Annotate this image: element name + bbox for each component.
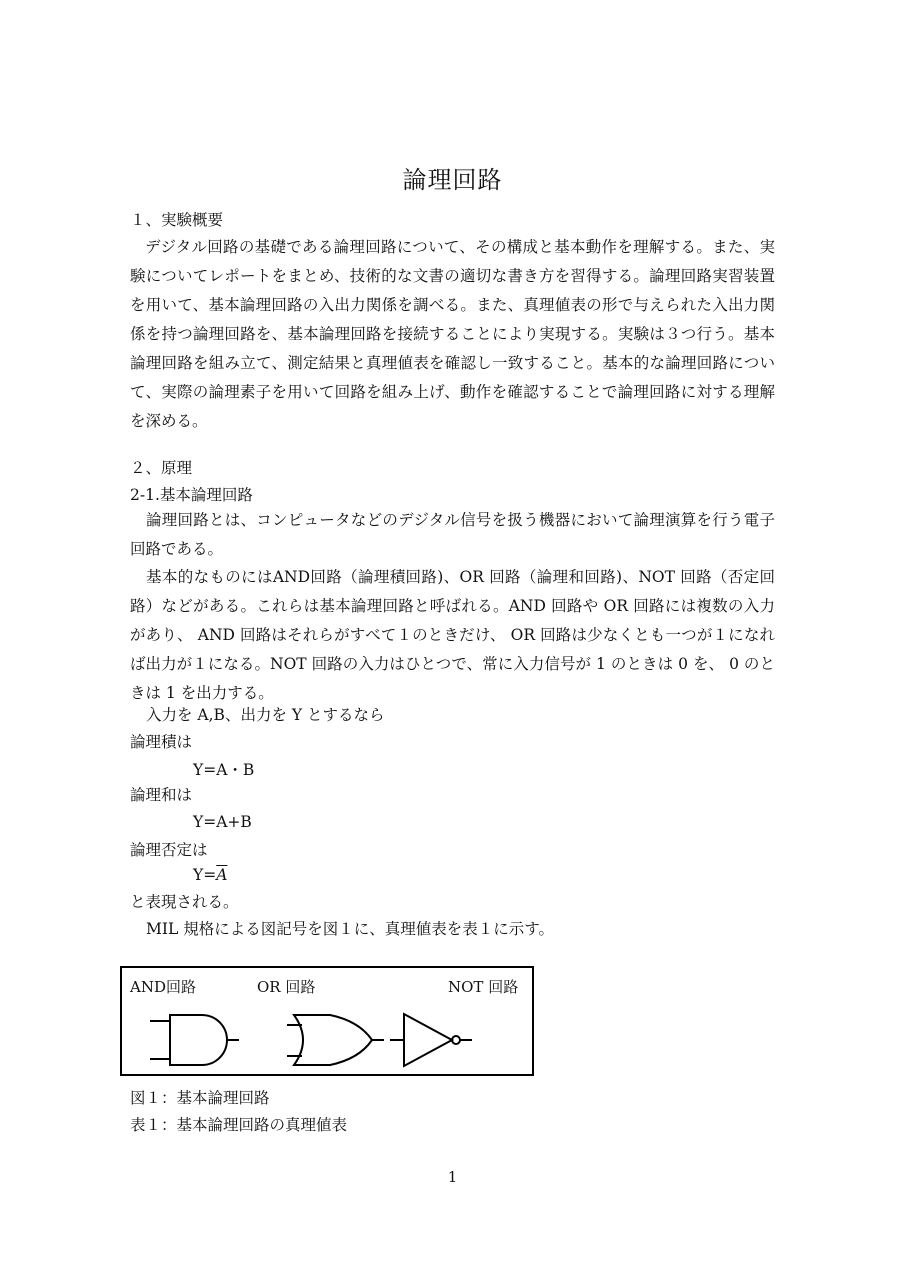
not-gate-label: NOT 回路 [448,978,519,996]
figure-caption: 図１：基本論理回路 [130,1089,270,1107]
figure-box [120,966,534,1076]
not-equation [193,866,227,884]
or-gate-label: OR 回路 [257,978,316,996]
and-label: 論理積は [130,733,193,751]
and-gate-label: AND回路 [130,978,196,996]
or-label: 論理和は [130,786,193,804]
page-number: 1 [447,1168,458,1186]
not-equation-variable: $\overline{A}$ [216,866,228,884]
page-title: 論理回路 [402,166,503,194]
input-output-intro: 入力を A,B、出力を Y とするなら [146,706,385,724]
principle-para2: 基本的なものにはAND回路（論理積回路)、OR 回路（論理和回路)、NOT 回路（否定回路）などがある。これらは基本論理回路と呼ばれる。AND 回路や OR 回路には複数の入力があり、 AND 回路はそれらがすべて１のときだけ、 OR 回路は少なくとも一つが１になれば出力が１になる。NOT 回路の入力はひとつで、常に入力信号が 1 のときは 0 を、 0 のときは 1 を出力する。 [130,568,775,702]
and-gate-symbol [150,1015,239,1065]
table-caption: 表１：基本論理回路の真理値表 [130,1116,348,1134]
not-label: 論理否定は [130,841,208,859]
section1-body: デジタル回路の基礎である論理回路について、その構成と基本動作を理解する。また、実験についてレポートをまとめ、技術的な文書の適切な書き方を習得する。論理回路実習装置を用いて、基本論理回路の入出力関係を調べる。また、真理値表の形で与えられた入出力関係を持つ論理回路を、基本論理回路を接続することにより実現する。実験は３つ行う。基本論理回路を組み立て、測定結果と真理値表を確認し一致すること。基本的な論理回路について、実際の論理素子を用いて回路を組み上げ、動作を確認することで論理回路に対する理解を深める。 [130,238,775,430]
not-equation-prefix: Y= [193,866,217,884]
and-equation: Y=A・B [193,761,255,779]
or-gate-symbol [287,1015,384,1065]
section2-subheading: 2-1.基本論理回路 [130,486,253,504]
logic-gates-diagram [122,968,532,1074]
expressed-text: と表現される。 [130,893,239,911]
principle-para1: 論理回路とは、コンピュータなどのデジタル信号を扱う機器において論理演算を行う電子回路である。 [130,511,775,558]
or-equation: Y=A+B [193,813,252,831]
mil-text: MIL 規格による図記号を図１に、真理値表を表１に示す。 [146,920,554,938]
not-gate-symbol [390,1014,472,1066]
section1-heading: １、実験概要 [130,211,224,229]
section2-heading: ２、原理 [130,459,193,477]
